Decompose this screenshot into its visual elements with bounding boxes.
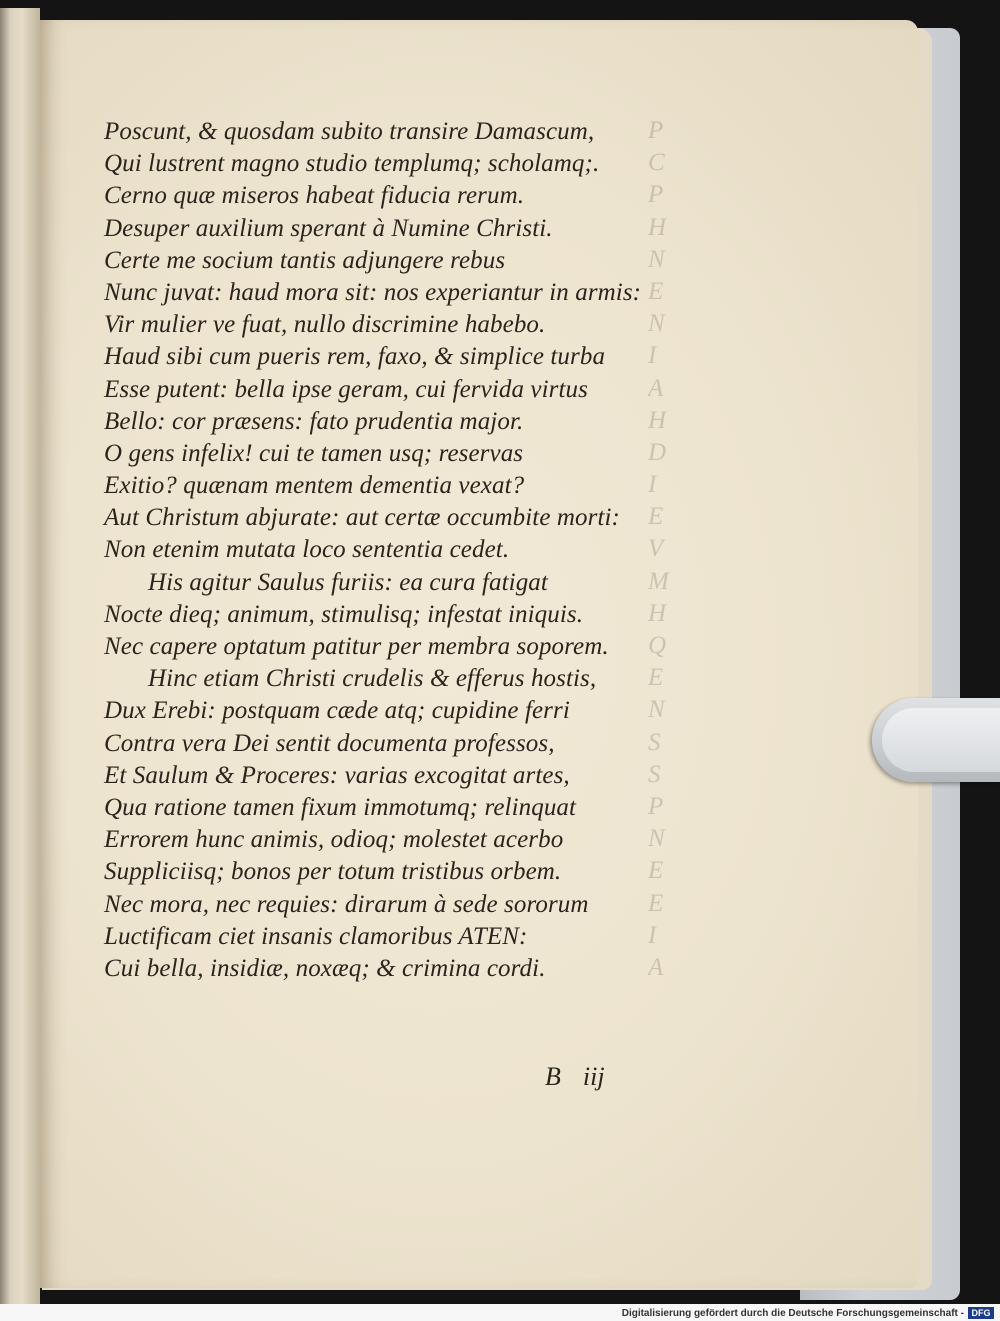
poem-line: Poscunt, & quosdam subito transire Damascum,	[104, 118, 595, 145]
poem-line: Contra vera Dei sentit documenta professos,	[104, 729, 555, 757]
signature-number: iij	[582, 1062, 605, 1091]
poem-line: Suppliciisq; bonos per totum tristibus orbem.	[104, 858, 562, 886]
funding-note: Digitalisierung gefördert durch die Deutsche Forschungsgemeinschaft -	[621, 1308, 964, 1319]
poem-line: Dux Erebi: postquam cæde atq; cupidine ferri	[104, 697, 570, 725]
poem-line: Nec capere optatum patitur per membra soporem.	[104, 633, 609, 660]
poem-line: Nunc juvat: haud mora sit: nos experiantur in armis:	[104, 278, 642, 306]
show-through-text: P C P H N E N I A H D I E V M H Q E N S S P N E E I A	[648, 117, 669, 981]
poem-line: Cerno quæ miseros habeat fiducia rerum.	[104, 182, 525, 210]
poem-line: His agitur Saulus furiis: ea cura fatigat	[148, 568, 548, 596]
poem-line: Non etenim mutata loco sententia cedet.	[104, 536, 510, 564]
poem-line: Qua ratione tamen fixum immotumq; relinquat	[104, 793, 577, 821]
signature-letter: B	[545, 1062, 561, 1091]
poem-line: Esse putent: bella ipse geram, cui fervida virtus	[104, 375, 588, 403]
poem-line: Luctificam ciet insanis clamoribus ATEN:	[104, 922, 528, 950]
poem-line: Errorem hunc animis, odioq; molestet acerbo	[104, 826, 564, 854]
poem-line: Desuper auxilium sperant à Numine Christi.	[104, 214, 553, 242]
poem-line: Hinc etiam Christi crudelis & efferus hostis,	[148, 665, 597, 693]
poem-line: Bello: cor præsens: fato prudentia major.	[104, 407, 524, 435]
poem-line: Certe me socium tantis adjungere rebus	[104, 246, 506, 274]
poem-line: Haud sibi cum pueris rem, faxo, & simplice turba	[104, 343, 606, 371]
footer-bar	[0, 1304, 1000, 1321]
poem-text-block	[104, 116, 704, 985]
poem-line: Qui lustrent magno studio templumq; scholamq;.	[104, 150, 600, 178]
book-spine-edge	[0, 8, 40, 1304]
poem-line: Et Saulum & Proceres: varias excogitat artes,	[104, 761, 570, 789]
signature-mark	[545, 1062, 605, 1092]
poem-line: O gens infelix! cui te tamen usq; reservas	[104, 439, 524, 467]
poem-line: Nocte dieq; animum, stimulisq; infestat iniquis.	[104, 600, 584, 628]
poem-line: Cui bella, insidiæ, noxæq; & crimina cordi.	[104, 954, 546, 982]
dfg-logo: DFG	[968, 1307, 994, 1319]
poem-line: Nec mora, nec requies: dirarum à sede sororum	[104, 890, 589, 918]
poem-line: Exitio? quænam mentem dementia vexat?	[104, 472, 525, 500]
poem-line: Aut Christum abjurate: aut certæ occumbite morti:	[104, 504, 620, 532]
poem-line: Vir mulier ve fuat, nullo discrimine habebo.	[104, 311, 546, 339]
page-clip-tab	[872, 698, 1000, 782]
